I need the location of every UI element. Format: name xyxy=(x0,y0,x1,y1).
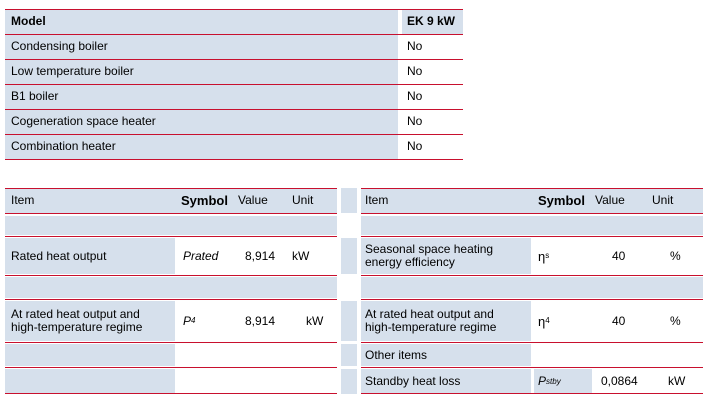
header-unit: Unit xyxy=(652,193,674,207)
spec-spacer-cell xyxy=(341,369,357,394)
model-row-value: No xyxy=(407,64,423,78)
header-symbol: Symbol xyxy=(181,193,228,208)
spec-band-row xyxy=(5,277,337,298)
seasonal-efficiency-label-line1: Seasonal space heating xyxy=(365,242,494,256)
model-row-value: No xyxy=(407,139,423,153)
spec-spacer-cell xyxy=(341,301,357,341)
seasonal-efficiency-label xyxy=(365,238,493,274)
table-rule xyxy=(5,9,463,10)
spec-spacer-cell xyxy=(341,238,357,274)
table-rule xyxy=(5,299,337,300)
header-item: Item xyxy=(365,193,389,207)
table-rule xyxy=(5,159,463,160)
table-rule xyxy=(5,393,337,394)
standby-symbol: P stby xyxy=(538,374,561,388)
table-rule xyxy=(361,367,703,368)
p-symbol: P xyxy=(183,313,192,328)
table-rule xyxy=(5,84,463,85)
model-row-value: No xyxy=(407,114,423,128)
model-row-label: B1 boiler xyxy=(11,89,59,103)
standby-value: 0,0864 xyxy=(601,374,638,388)
eta4-label xyxy=(365,301,496,341)
model-header-label: Model xyxy=(11,14,46,28)
spec-label-cell xyxy=(5,344,175,366)
eta-symbol: η xyxy=(538,248,546,264)
spec-spacer-cell xyxy=(341,344,357,366)
model-row-label: Combination heater xyxy=(11,139,116,153)
header-unit: Unit xyxy=(292,193,314,207)
table-rule xyxy=(5,109,463,110)
model-row-label: Cogeneration space heater xyxy=(11,114,156,128)
eta4-label-line1: At rated heat output and xyxy=(365,307,494,321)
seasonal-efficiency-label-line2: energy efficiency xyxy=(365,255,455,269)
header-item: Item xyxy=(11,193,35,207)
rated-heat-output-unit: kW xyxy=(292,248,310,263)
rated-heat-output-label: Rated heat output xyxy=(11,248,107,263)
model-row-label: Low temperature boiler xyxy=(11,64,134,78)
seasonal-efficiency-value: 40 xyxy=(612,248,626,263)
spec-band-row xyxy=(5,216,337,235)
model-row-value: No xyxy=(407,89,423,103)
rated-heat-output-value: 8,914 xyxy=(245,248,276,263)
table-rule xyxy=(361,213,703,214)
table-rule xyxy=(361,275,703,276)
table-rule xyxy=(5,236,337,237)
eta4-value: 40 xyxy=(612,313,626,328)
table-rule xyxy=(5,342,337,343)
other-items-label: Other items xyxy=(365,347,428,362)
model-header-value: EK 9 kW xyxy=(407,14,456,28)
table-rule xyxy=(361,188,703,189)
spec-header-spacer xyxy=(341,188,357,213)
header-value: Value xyxy=(595,193,625,207)
spec-header-row-left xyxy=(5,188,337,213)
p4-label xyxy=(11,301,142,341)
table-rule xyxy=(5,367,337,368)
p4-value: 8,914 xyxy=(245,313,276,328)
standby-label: Standby heat loss xyxy=(365,374,461,388)
table-rule xyxy=(5,213,337,214)
table-rule xyxy=(361,342,703,343)
table-rule xyxy=(361,393,703,394)
standby-unit: kW xyxy=(668,374,686,388)
eta4-unit: % xyxy=(670,313,681,328)
model-row-value: No xyxy=(407,39,423,53)
rated-heat-output-symbol: Prated xyxy=(183,248,219,263)
model-table xyxy=(5,9,463,159)
p-symbol: P xyxy=(538,374,547,388)
header-value: Value xyxy=(238,193,268,207)
seasonal-efficiency-symbol: η s xyxy=(538,248,550,264)
table-rule xyxy=(5,275,337,276)
table-rule xyxy=(5,188,337,189)
spec-label-cell xyxy=(5,369,175,394)
spec-band-row xyxy=(361,216,703,235)
p4-label-line2: high-temperature regime xyxy=(11,320,143,334)
table-rule xyxy=(5,134,463,135)
p4-label-line1: At rated heat output and xyxy=(11,307,140,321)
table-rule xyxy=(361,299,703,300)
table-rule xyxy=(5,59,463,60)
model-row-label: Condensing boiler xyxy=(11,39,108,53)
header-symbol: Symbol xyxy=(538,193,585,208)
eta-symbol: η xyxy=(538,313,546,329)
p4-unit: kW xyxy=(306,313,324,328)
spec-table xyxy=(5,188,703,394)
p4-symbol: P 4 xyxy=(183,313,196,328)
table-rule xyxy=(5,34,463,35)
eta4-label-line2: high-temperature regime xyxy=(365,320,497,334)
eta4-symbol: η 4 xyxy=(538,313,550,329)
table-rule xyxy=(361,236,703,237)
spec-band-row xyxy=(361,277,703,298)
seasonal-efficiency-unit: % xyxy=(670,248,681,263)
